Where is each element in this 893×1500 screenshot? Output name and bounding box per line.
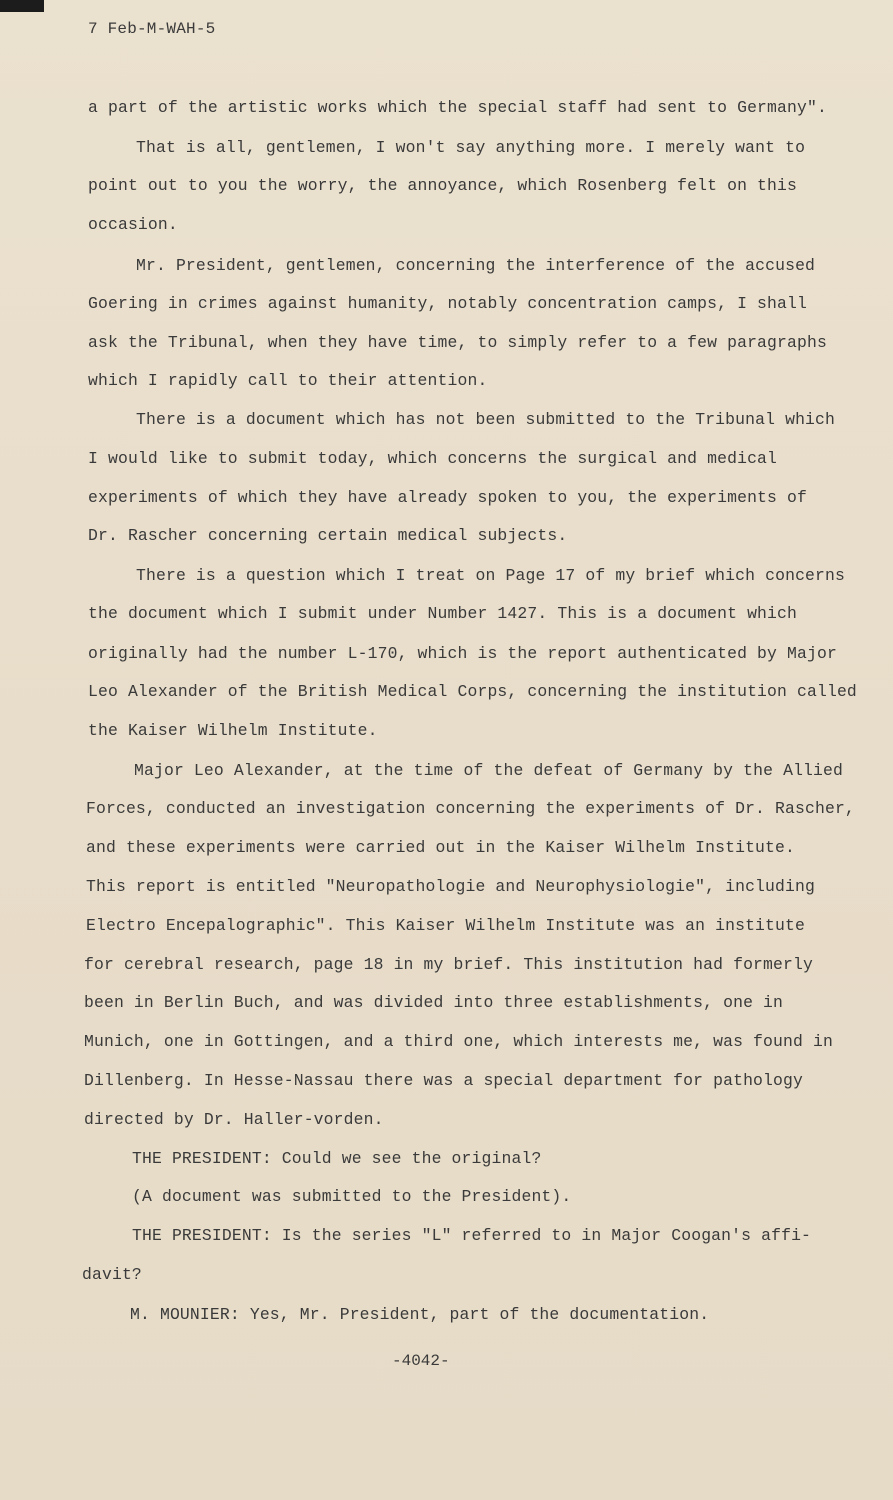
text-line: Leo Alexander of the British Medical Corps, concerning the institution called (88, 682, 857, 701)
text-line: the Kaiser Wilhelm Institute. (88, 721, 378, 740)
text-line: (A document was submitted to the President). (132, 1187, 572, 1206)
text-line: ask the Tribunal, when they have time, to simply refer to a few paragraphs (88, 333, 827, 352)
text-line: Goering in crimes against humanity, notably concentration camps, I shall (88, 294, 807, 313)
page-number: -4042- (392, 1352, 450, 1370)
text-line: Munich, one in Gottingen, and a third one, which interests me, was found in (84, 1032, 833, 1051)
text-line: originally had the number L-170, which is the report authenticated by Major (88, 644, 837, 663)
text-line: which I rapidly call to their attention. (88, 371, 488, 390)
text-line: for cerebral research, page 18 in my brief. This institution had formerly (84, 955, 813, 974)
text-line: I would like to submit today, which concerns the surgical and medical (88, 449, 778, 468)
text-line: Forces, conducted an investigation concerning the experiments of Dr. Rascher, (86, 799, 855, 818)
text-line: M. MOUNIER: Yes, Mr. President, part of the documentation. (130, 1305, 710, 1324)
text-line: a part of the artistic works which the special staff had sent to Germany". (88, 98, 827, 117)
text-line: point out to you the worry, the annoyance, which Rosenberg felt on this (88, 176, 798, 195)
text-line: THE PRESIDENT: Is the series "L" referred to in Major Coogan's affi- (132, 1226, 812, 1245)
text-line: the document which I submit under Number 1427. This is a document which (88, 604, 798, 623)
text-line: There is a question which I treat on Page 17 of my brief which concerns (136, 566, 846, 585)
binding-edge-mark (0, 0, 44, 12)
document-reference-header: 7 Feb-M-WAH-5 (88, 20, 216, 38)
text-line: occasion. (88, 215, 178, 234)
text-line: Dr. Rascher concerning certain medical subjects. (88, 526, 568, 545)
text-line: directed by Dr. Haller-vorden. (84, 1110, 384, 1129)
text-line: That is all, gentlemen, I won't say anything more. I merely want to (136, 138, 806, 157)
text-line: There is a document which has not been submitted to the Tribunal which (136, 410, 836, 429)
text-line: Major Leo Alexander, at the time of the defeat of Germany by the Allied (134, 761, 844, 780)
text-line: experiments of which they have already spoken to you, the experiments of (88, 488, 807, 507)
text-line: been in Berlin Buch, and was divided into three establishments, one in (84, 993, 784, 1012)
text-line: and these experiments were carried out in the Kaiser Wilhelm Institute. (86, 838, 796, 857)
text-line: THE PRESIDENT: Could we see the original? (132, 1149, 542, 1168)
text-line: This report is entitled "Neuropathologie and Neurophysiologie", including (86, 877, 815, 896)
text-line: Electro Encepalographic". This Kaiser Wilhelm Institute was an institute (86, 916, 805, 935)
text-line: Mr. President, gentlemen, concerning the interference of the accused (136, 256, 816, 275)
text-line: davit? (82, 1265, 142, 1284)
text-line: Dillenberg. In Hesse-Nassau there was a special department for pathology (84, 1071, 803, 1090)
